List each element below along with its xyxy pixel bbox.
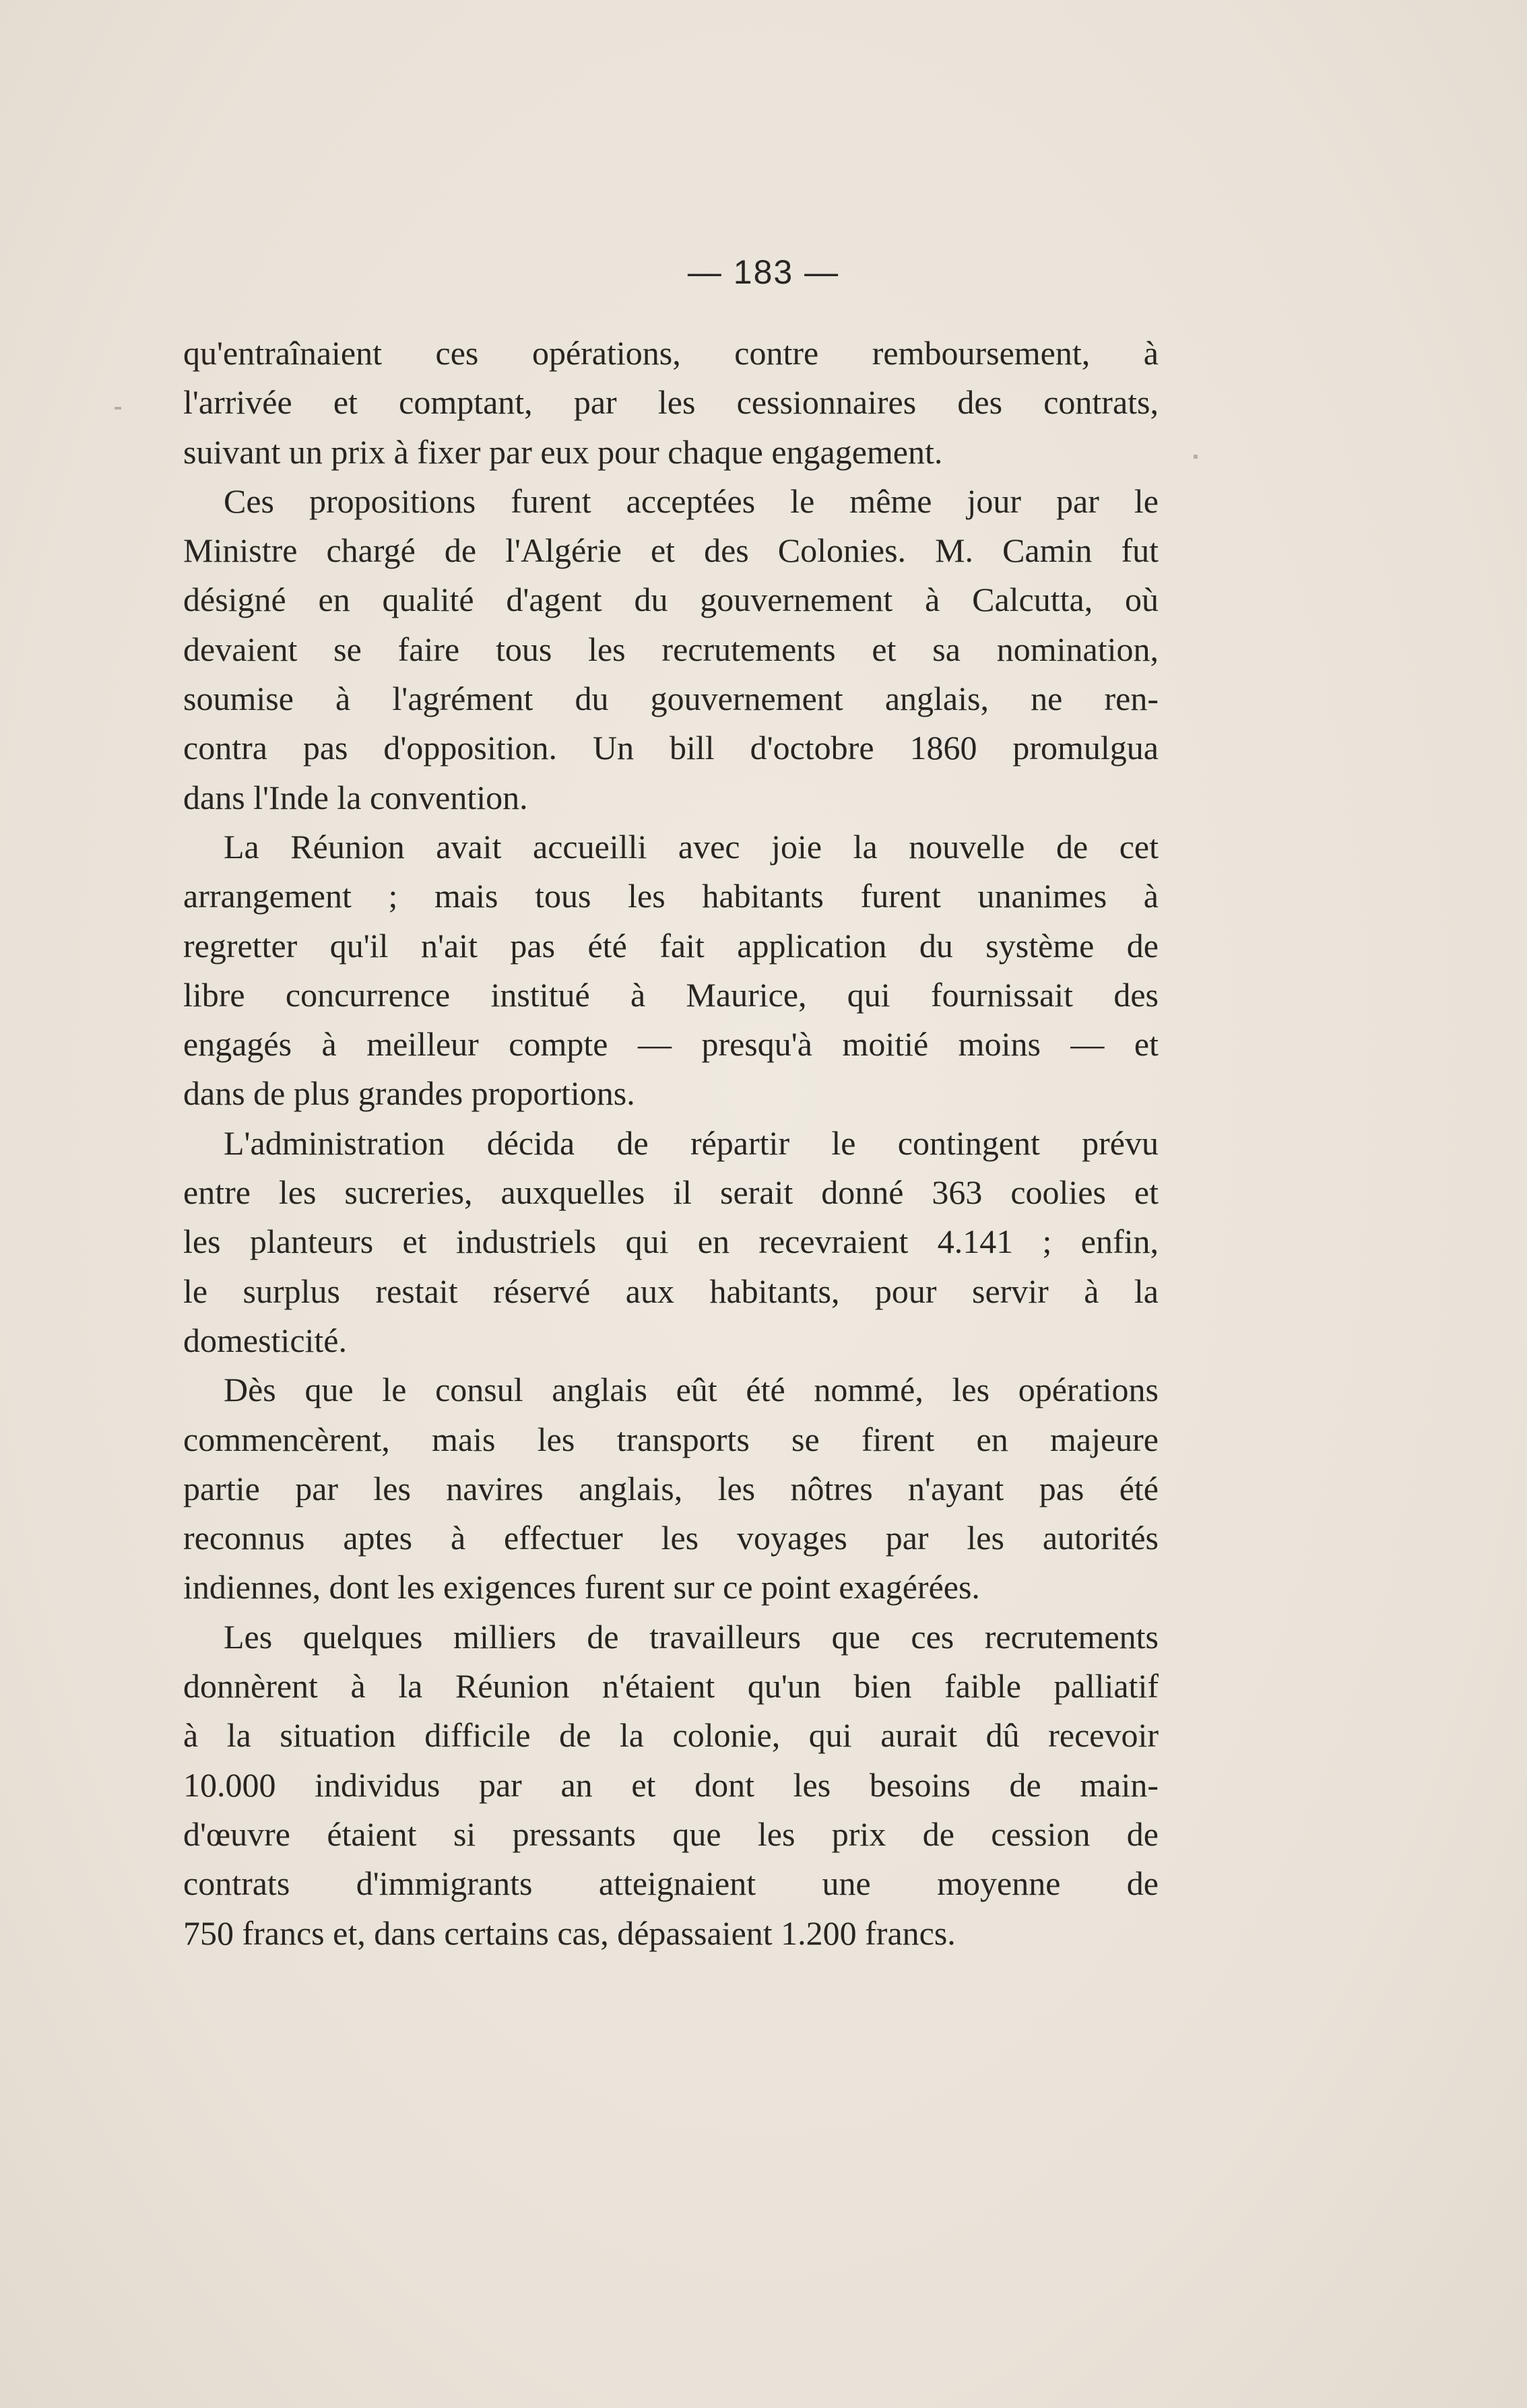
text-line: à la situation difficile de la colonie, qui aurait dû recevoir: [183, 1716, 1159, 1755]
text-line: domesticité.: [183, 1321, 347, 1359]
text-line: les planteurs et industriels qui en recevraient 4.141 ; enfin,: [183, 1223, 1159, 1261]
text-line: d'œuvre étaient si pressants que les prix de cession de: [183, 1815, 1159, 1853]
text-line: Ministre chargé de l'Algérie et des Colonies. M. Camin fut: [183, 531, 1159, 570]
text-line: L'administration décida de répartir le contingent prévu: [224, 1124, 1159, 1162]
text-line: le surplus restait réservé aux habitants, pour servir à la: [183, 1272, 1159, 1310]
text-line: l'arrivée et comptant, par les cessionnaires des contrats,: [183, 383, 1159, 422]
text-line: donnèrent à la Réunion n'étaient qu'un bien faible palliatif: [183, 1667, 1159, 1705]
text-line: arrangement ; mais tous les habitants furent unanimes à: [183, 877, 1159, 915]
text-line: Ces propositions furent acceptées le même jour par le: [224, 482, 1159, 520]
body-text: [183, 329, 1159, 1958]
text-line: qu'entraînaient ces opérations, contre remboursement, à: [183, 334, 1159, 372]
text-line: commencèrent, mais les transports se firent en majeure: [183, 1420, 1159, 1458]
text-line: devaient se faire tous les recrutements et sa nomination,: [183, 630, 1159, 668]
margin-mark: [1194, 455, 1198, 459]
text-line: Les quelques milliers de travailleurs que ces recrutements: [224, 1617, 1159, 1656]
text-line: dans l'Inde la convention.: [183, 778, 528, 816]
text-line: 750 francs et, dans certains cas, dépassaient 1.200 francs.: [183, 1914, 956, 1952]
text-line: entre les sucreries, auxquelles il serait donné 363 coolies et: [183, 1173, 1159, 1212]
text-line: suivant un prix à fixer par eux pour chaque engagement.: [183, 432, 943, 471]
text-line: dans de plus grandes proportions.: [183, 1074, 635, 1113]
text-line: désigné en qualité d'agent du gouvernement à Calcutta, où: [183, 581, 1159, 619]
text-line: libre concurrence institué à Maurice, qui fournissait des: [183, 975, 1159, 1014]
margin-mark: [115, 407, 121, 410]
text-line: Dès que le consul anglais eût été nommé, les opérations: [224, 1371, 1159, 1409]
text-line: engagés à meilleur compte — presqu'à moitié moins — et: [183, 1025, 1159, 1064]
text-line: partie par les navires anglais, les nôtres n'ayant pas été: [183, 1469, 1159, 1507]
page-number: — 183 —: [687, 253, 840, 291]
text-line: reconnus aptes à effectuer les voyages par les autorités: [183, 1519, 1159, 1557]
text-line: 10.000 individus par an et dont les besoins de main-: [183, 1765, 1159, 1804]
text-line: indiennes, dont les exigences furent sur ce point exagérées.: [183, 1568, 980, 1606]
text-line: contrats d'immigrants atteignaient une moyenne de: [183, 1864, 1159, 1903]
text-line: La Réunion avait accueilli avec joie la nouvelle de cet: [224, 827, 1159, 866]
text-line: soumise à l'agrément du gouvernement anglais, ne ren-: [183, 680, 1159, 718]
text-line: contra pas d'opposition. Un bill d'octobre 1860 promulgua: [183, 729, 1159, 767]
text-line: regretter qu'il n'ait pas été fait application du système de: [183, 926, 1159, 965]
